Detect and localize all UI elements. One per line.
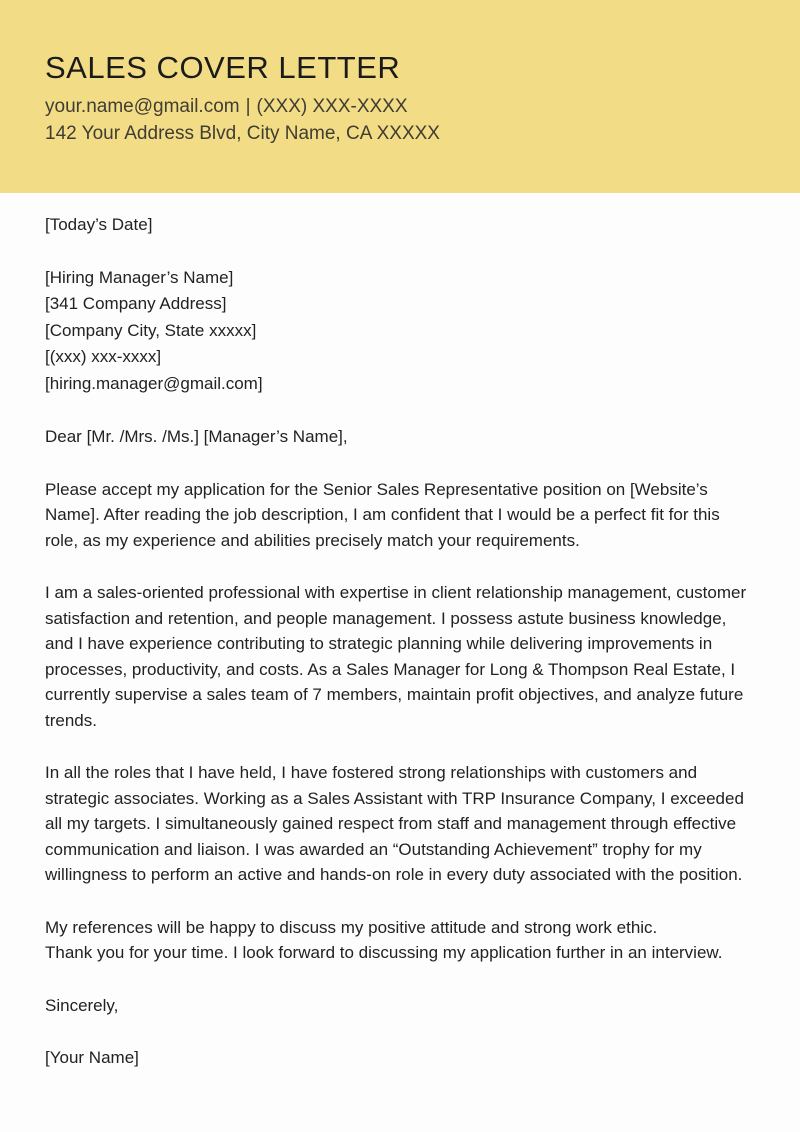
recipient-email-line: [hiring.manager@gmail.com] xyxy=(45,373,263,393)
signature-line: [Your Name] xyxy=(45,1048,139,1068)
contact-separator: | xyxy=(245,96,251,117)
email-text: your.name@gmail.com xyxy=(45,96,240,117)
recipient-city-line: [Company City, State xxxxx] xyxy=(45,320,257,340)
closing-paragraph xyxy=(45,915,755,966)
letter-body xyxy=(0,193,800,1071)
page-title: SALES COVER LETTER xyxy=(45,50,401,85)
closing-references-line: My references will be happy to discuss my positive attitude and strong work ethic. xyxy=(45,917,658,937)
date-line: [Today’s Date] xyxy=(45,215,153,234)
phone-text: (XXX) XXX-XXXX xyxy=(256,96,408,117)
body-paragraph-1: Please accept my application for the Senior Sales Representative position on [Website’s Name]. After reading the job description, I am confident that I would be a perfect fit for this role, as my experience and abilities precisely match your requirements. xyxy=(45,479,720,550)
recipient-address-line: [341 Company Address] xyxy=(45,294,227,314)
recipient-name-line: [Hiring Manager’s Name] xyxy=(45,267,234,287)
recipient-block xyxy=(45,265,755,398)
closing-thanks-line: Thank you for your time. I look forward to discussing my application further in an interview. xyxy=(45,943,723,963)
body-paragraph-3: In all the roles that I have held, I have fostered strong relationships with customers and strategic associates. Working as a Sales Assistant with TRP Insurance Company, I exceeded all my targets. I simultaneously gained respect from staff and management through effective communication and liaison. I was awarded an “Outstanding Achievement” trophy for my willingness to perform an active and hands-on role in every duty associated with the position. xyxy=(45,763,744,885)
address-text: 142 Your Address Blvd, City Name, CA XXXXX xyxy=(45,123,440,144)
recipient-phone-line: [(xxx) xxx-xxxx] xyxy=(45,347,162,367)
body-paragraph-2: I am a sales-oriented professional with expertise in client relationship management, customer satisfaction and retention, and people management. I possess astute business knowledge, and I have experience contributing to strategic planning while delivering improvements in processes, productivity, and costs. As a Sales Manager for Long & Thompson Real Estate, I currently supervise a sales team of 7 members, maintain profit objectives, and analyze future trends. xyxy=(45,583,747,730)
salutation-line: Dear [Mr. /Mrs. /Ms.] [Manager’s Name], xyxy=(45,427,348,447)
signoff-line: Sincerely, xyxy=(45,995,119,1015)
header-band xyxy=(0,0,800,193)
header-contact-block xyxy=(45,93,755,147)
